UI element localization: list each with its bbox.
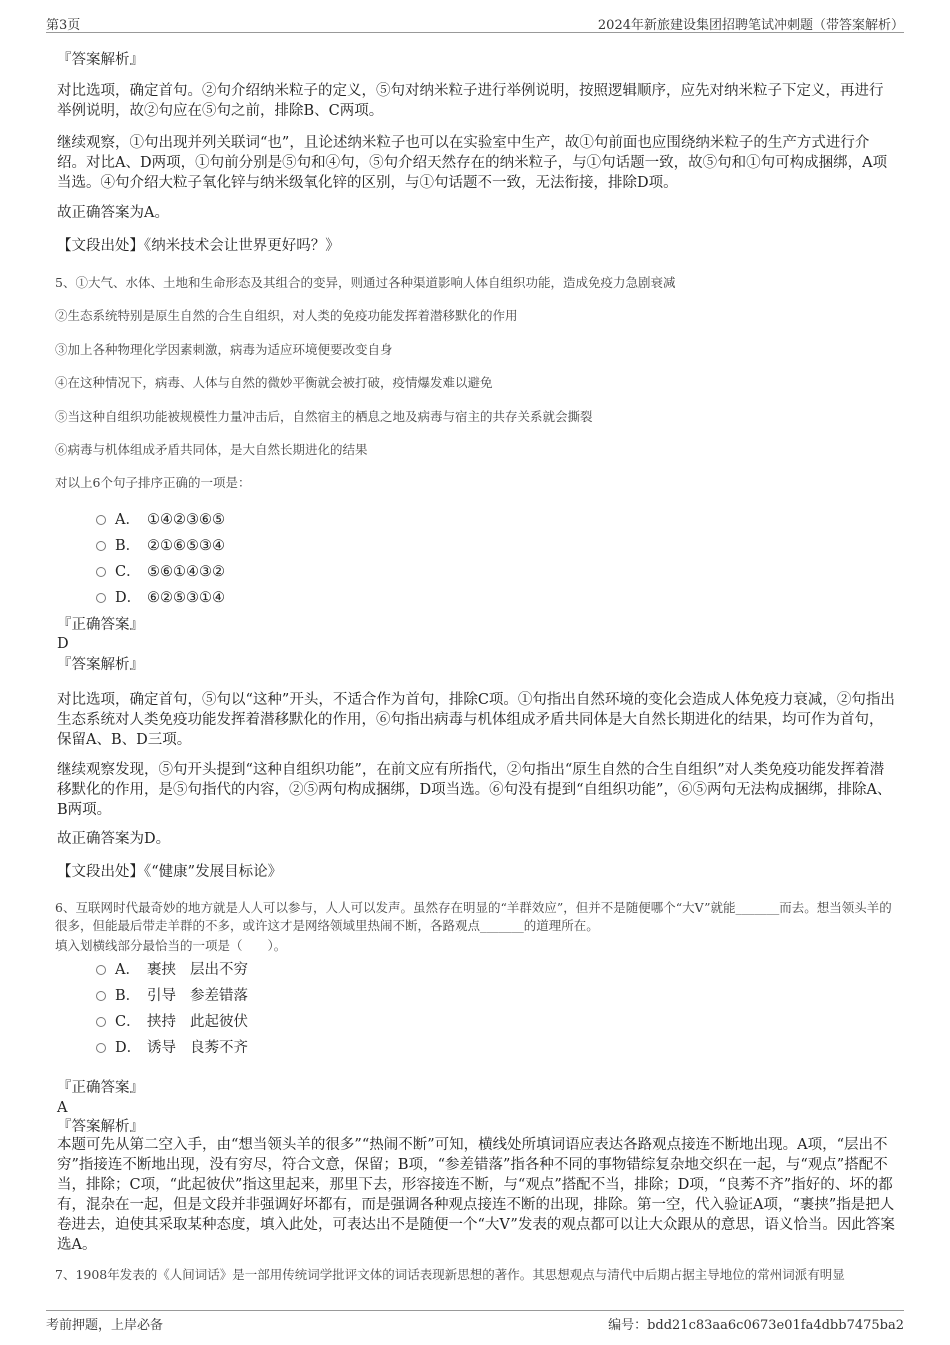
q5-analysis-label: 『答案解析』 [57,657,144,673]
q6-analysis-label: 『答案解析』 [57,1119,144,1135]
q6-stem: 6、互联网时代最奇妙的地方就是人人可以参与，人人可以发声。虽然存在明显的“羊群效应”，但并不是随便哪个“大V”就能_______而去。想当领头羊的很多，但能最后带走羊群的不多，或许这才是网络领域里热闹不断，各路观点_______的道理所在。 [55,900,892,933]
footer-slogan: 考前押题，上岸必备 [46,1318,164,1333]
radio-icon[interactable] [96,1017,106,1027]
q4-conclusion: 故正确答案为A。 [57,205,169,221]
q5-sentence-4: ④在这种情况下，病毒、人体与自然的微妙平衡就会被打破，疫情爆发难以避免 [55,375,493,390]
q5-answer-label: 『正确答案』 [57,617,144,633]
radio-icon[interactable] [96,991,106,1001]
q5-prompt: 对以上6个句子排序正确的一项是： [55,475,251,490]
document-id: 编号：bdd21c83aa6c0673e01fa4dbb7475ba2 [608,1318,904,1333]
q6-prompt: 填入划横线部分最恰当的一项是（ ）。 [55,938,287,953]
q5-option-d[interactable]: D． ⑥②⑤③①④ [96,588,225,608]
q4-analysis-label: 『答案解析』 [57,52,144,68]
q5-conclusion: 故正确答案为D。 [57,831,171,847]
radio-icon[interactable] [96,593,106,603]
q5-analysis-paragraph-2: 继续观察发现，⑤句开头提到“这种自组织功能”，在前文应有所指代，②句指出“原生自然的合生自组织”对人类免疫功能发挥着潜移默化的作用，是⑤句指代的内容，②⑤两句构成捆绑，D项当选。⑥句没有提到“自组织功能”，⑥⑤两句无法构成捆绑，排除A、B两项。 [57,762,892,818]
radio-icon[interactable] [96,515,106,525]
page-footer [46,1310,904,1335]
q6-answer: A [57,1100,68,1116]
q5-sentence-5: ⑤当这种自组织功能被规模性力量冲击后，自然宿主的栖息之地及病毒与宿主的共存关系就会撕裂 [55,409,593,424]
q5-option-a[interactable]: A． ①④②③⑥⑤ [96,510,225,530]
radio-icon[interactable] [96,1043,106,1053]
radio-icon[interactable] [96,965,106,975]
q5-analysis-paragraph-1: 对比选项，确定首句，⑤句以“这种”开头，不适合作为首句，排除C项。①句指出自然环境的变化会造成人体免疫力衰减，②句指出生态系统对人类免疫功能发挥着潜移默化的作用，⑥句指出病毒与机体组成矛盾共同体是大自然长期进化的结果，均可作为首句，保留A、B、D三项。 [57,692,895,748]
q5-sentence-2: ②生态系统特别是原生自然的合生自组织，对人类的免疫功能发挥着潜移默化的作用 [55,308,518,323]
radio-icon[interactable] [96,541,106,551]
q5-option-b[interactable]: B． ②①⑥⑤③④ [96,536,225,556]
q6-option-b[interactable]: B． 引导 参差错落 [96,986,248,1006]
page-header [46,12,904,33]
q5-sentence-6: ⑥病毒与机体组成矛盾共同体，是大自然长期进化的结果 [55,442,368,457]
q6-option-d[interactable]: D． 诱导 良莠不齐 [96,1038,248,1058]
q5-sentence-1: 5、①大气、水体、土地和生命形态及其组合的变异，则通过各种渠道影响人体自组织功能，造成免疫力急剧衰减 [55,275,676,290]
page-number: 第3页 [46,18,81,33]
q4-analysis-paragraph-2: 继续观察，①句出现并列关联词“也”，且论述纳米粒子也可以在实验室中生产，故①句前面也应围绕纳米粒子的生产方式进行介绍。对比A、D两项，①句前分别是⑤句和④句，⑤句介绍天然存在的纳米粒子，与①句话题一致，故⑤句和①句可构成捆绑，A项当选。④句介绍大粒子氧化锌与纳米级氧化锌的区别，与①句话题不一致，无法衔接，排除D项。 [57,135,888,191]
q6-option-a[interactable]: A． 裹挟 层出不穷 [96,960,248,980]
q6-answer-label: 『正确答案』 [57,1080,144,1096]
q6-analysis: 本题可先从第二空入手，由“想当领头羊的很多”“热闹不断”可知，横线处所填词语应表达各路观点接连不断地出现。A项，“层出不穷”指接连不断地出现，没有穷尽，符合文意，保留；B项，“参差错落”指各种不同的事物错综复杂地交织在一起，与“观点”搭配不当，排除；C项，“此起彼伏”指这里起来，那里下去，形容接连不断，与“观点”搭配不当，排除；D项，“良莠不齐”指好的、坏的都有，混杂在一起，但是文段并非强调好坏都有，而是强调各种观点接连不断的出现，排除。第一空，代入验证A项，“裹挟”指是把人卷进去，迫使其采取某种态度，填入此处，可表达出不是随便一个“大V”发表的观点都可以让大众跟从的意思，语义恰当。因此答案选A。 [57,1137,895,1253]
q5-option-c[interactable]: C． ⑤⑥①④③② [96,562,225,582]
q5-source: 【文段出处】《“健康”发展目标论》 [57,864,283,880]
q4-analysis-paragraph-1: 对比选项，确定首句。②句介绍纳米粒子的定义，⑤句对纳米粒子进行举例说明，按照逻辑顺序，应先对纳米粒子下定义，再进行举例说明，故②句应在⑤句之前，排除B、C两项。 [57,83,884,119]
q5-answer: D [57,636,69,652]
q5-sentence-3: ③加上各种物理化学因素刺激，病毒为适应环境便要改变自身 [55,342,393,357]
document-title: 2024年新旅建设集团招聘笔试冲刺题（带答案解析） [597,18,904,33]
q7-stem: 7、1908年发表的《人间词话》是一部用传统词学批评文体的词话表现新思想的著作。其思想观点与清代中后期占据主导地位的常州词派有明显 [55,1267,845,1282]
q6-option-c[interactable]: C． 挟持 此起彼伏 [96,1012,248,1032]
q4-source: 【文段出处】《纳米技术会让世界更好吗？》 [57,238,340,254]
radio-icon[interactable] [96,567,106,577]
